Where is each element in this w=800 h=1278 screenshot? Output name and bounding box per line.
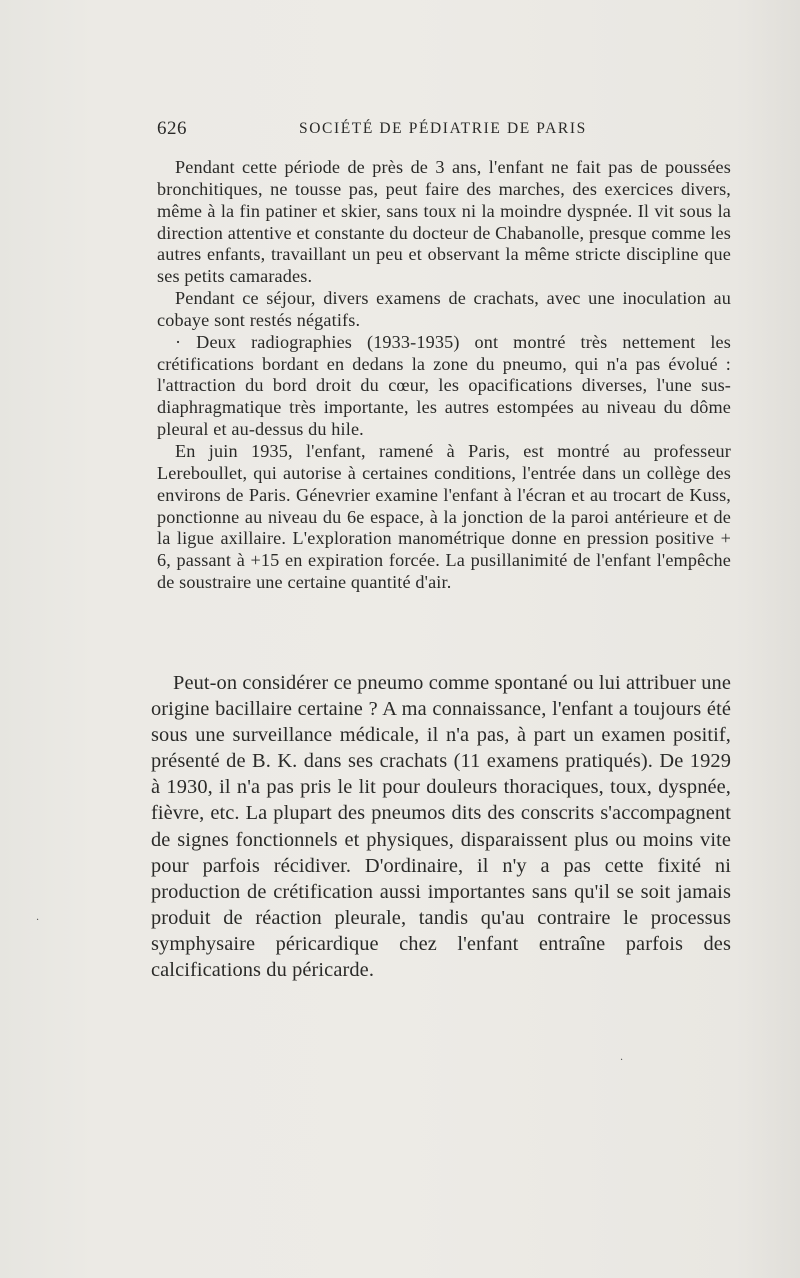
case-report-text xyxy=(157,157,731,594)
margin-speck: · xyxy=(36,915,40,926)
page-header xyxy=(157,118,597,144)
running-title: SOCIÉTÉ DE PÉDIATRIE DE PARIS xyxy=(299,120,587,137)
page-number: 626 xyxy=(157,118,187,139)
margin-speck: · xyxy=(620,1055,624,1066)
discussion-text xyxy=(151,670,731,983)
paragraph: Pendant cette période de près de 3 ans, l'enfant ne fait pas de poussées bronchitiques, ne tousse pas, peut faire des marches, des exercices divers, même à la fin patiner et skier, sans toux ni la moindre dyspnée. Il vit sous la direction attentive et constante du docteur de Chabanolle, presque comme les autres enfants, travaillant un peu et observant la même stricte discipline que ses petits camarades. xyxy=(157,157,731,287)
paragraph: · Deux radiographies (1933-1935) ont montré très nettement les crétifications bordant en dedans la zone du pneumo, qui n'a pas évolué : l'attraction du bord droit du cœur, les opacifications diverses, l'une sus-diaphragmatique très importante, les autres estompées au niveau du dôme pleural et au-dessus du hile. xyxy=(157,331,731,440)
paragraph: Peut-on considérer ce pneumo comme spontané ou lui attribuer une origine bacillaire certaine ? A ma connaissance, l'enfant a toujours été sous une surveillance médicale, il n'a pas, à part un examen positif, présenté de B. K. dans ses crachats (11 examens pratiqués). De 1929 à 1930, il n'a pas pris le lit pour douleurs thoraciques, toux, dyspnée, fièvre, etc. La plupart des pneumos dits des conscrits s'accompagnent de signes fonctionnels et physiques, disparaissent plus ou moins vite pour parfois récidiver. D'ordinaire, il n'y a pas cette fixité ni production de crétification aussi importantes sans qu'il se soit jamais produit de réaction pleurale, tandis qu'au contraire le processus symphysaire péricardique chez l'enfant entraîne parfois des calcifications du péricarde. xyxy=(151,672,731,982)
paragraph: En juin 1935, l'enfant, ramené à Paris, est montré au professeur Lereboullet, qui autorise à certaines conditions, l'entrée dans un collège des environs de Paris. Génevrier examine l'enfant à l'écran et au trocart de Kuss, ponctionne au niveau du 6e espace, à la jonction de la paroi antérieure et de la ligue axillaire. L'exploration manométrique donne en pression positive + 6, passant à +15 en expiration forcée. La pusillanimité de l'enfant l'empêche de soustraire une certaine quantité d'air. xyxy=(157,440,731,593)
paragraph: Pendant ce séjour, divers examens de crachats, avec une inoculation au cobaye sont restés négatifs. xyxy=(157,288,731,330)
